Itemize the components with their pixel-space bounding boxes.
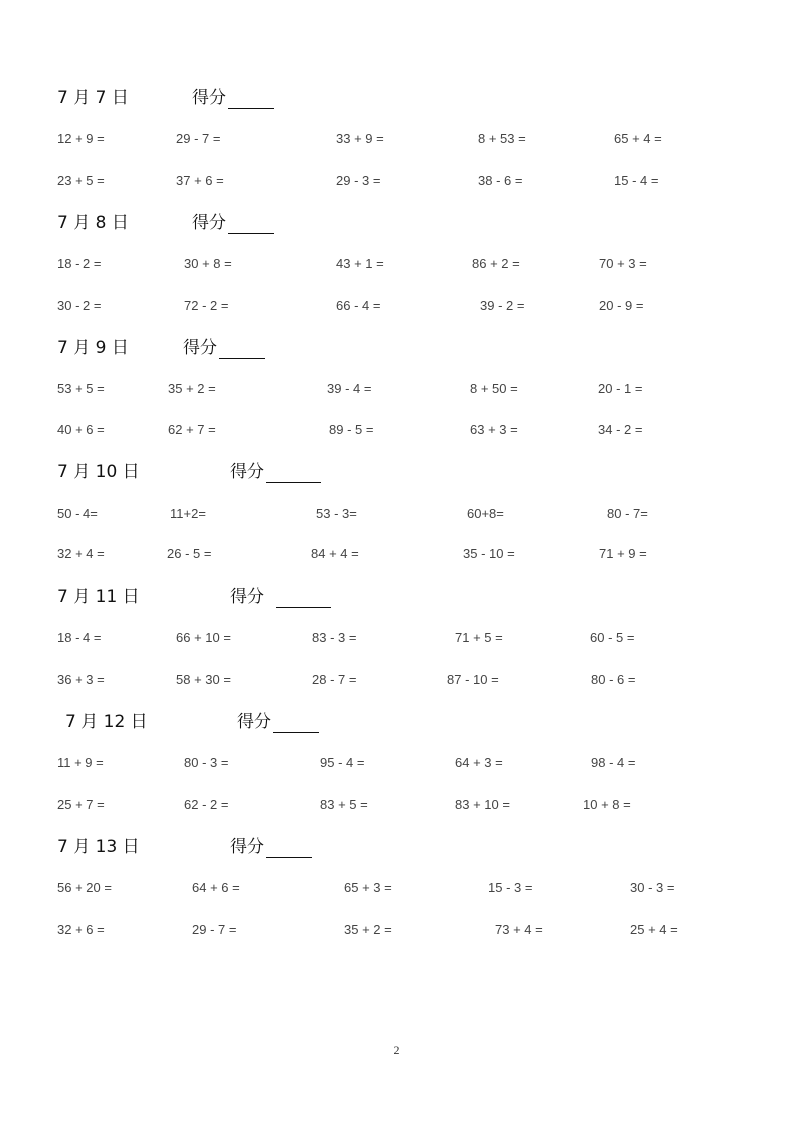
problem-row [0,380,793,400]
math-problem: 38 - 6 = [478,173,523,188]
math-problem: 84 + 4 = [311,546,359,561]
math-problem: 83 - 3 = [312,630,357,645]
problem-row [0,421,793,441]
math-problem: 26 - 5 = [167,546,212,561]
math-problem: 70 + 3 = [599,256,647,271]
math-problem: 30 - 3 = [630,880,675,895]
math-problem: 29 - 3 = [336,173,381,188]
math-problem: 23 + 5 = [57,173,105,188]
score-label: 得分 [183,338,217,358]
math-problem: 64 + 3 = [455,755,503,770]
day-header [57,586,757,614]
math-problem: 36 + 3 = [57,672,105,687]
score-blank[interactable] [228,90,274,109]
math-problem: 20 - 9 = [599,298,644,313]
math-problem: 72 - 2 = [184,298,229,313]
score-blank[interactable] [266,464,321,483]
math-problem: 15 - 4 = [614,173,659,188]
math-problem: 64 + 6 = [192,880,240,895]
math-problem: 25 + 7 = [57,797,105,812]
day-section [0,461,793,585]
math-problem: 39 - 2 = [480,298,525,313]
math-problem: 53 - 3= [316,506,357,521]
math-problem: 35 + 2 = [168,381,216,396]
math-problem: 29 - 7 = [192,922,237,937]
day-date: 7 月 7 日 [57,88,129,108]
score-label: 得分 [192,213,226,233]
score-label: 得分 [230,462,264,482]
math-problem: 50 - 4= [57,506,98,521]
math-problem: 83 + 5 = [320,797,368,812]
score-blank[interactable] [228,215,274,234]
math-problem: 71 + 9 = [599,546,647,561]
math-problem: 11+2= [170,506,206,521]
day-date: 7 月 12 日 [65,712,148,732]
math-problem: 71 + 5 = [455,630,503,645]
day-header [65,711,765,739]
day-date: 7 月 10 日 [57,462,140,482]
math-problem: 8 + 50 = [470,381,518,396]
math-problem: 11 + 9 = [57,755,104,770]
math-problem: 12 + 9 = [57,131,105,146]
math-problem: 73 + 4 = [495,922,543,937]
score-label: 得分 [237,712,271,732]
math-problem: 28 - 7 = [312,672,357,687]
math-problem: 60 - 5 = [590,630,635,645]
day-section [0,337,793,461]
score-blank[interactable] [219,340,265,359]
math-problem: 80 - 7= [607,506,648,521]
math-problem: 65 + 4 = [614,131,662,146]
math-problem: 65 + 3 = [344,880,392,895]
score-field [230,836,312,858]
math-problem: 30 + 8 = [184,256,232,271]
problem-row [0,629,793,649]
problem-row [0,671,793,691]
score-label: 得分 [230,587,264,607]
score-field [192,87,274,109]
problem-row [0,754,793,774]
math-problem: 39 - 4 = [327,381,372,396]
math-problem: 10 + 8 = [583,797,631,812]
math-problem: 43 + 1 = [336,256,384,271]
score-blank[interactable] [276,589,331,608]
math-problem: 60+8= [467,506,504,521]
score-field [230,461,321,483]
day-section [0,212,793,336]
problem-row [0,172,793,192]
math-problem: 32 + 6 = [57,922,105,937]
day-header [57,87,757,115]
problem-row [0,505,793,525]
math-problem: 8 + 53 = [478,131,526,146]
day-date: 7 月 8 日 [57,213,129,233]
math-problem: 87 - 10 = [447,672,499,687]
problem-row [0,130,793,150]
score-label: 得分 [230,837,264,857]
day-header [57,212,757,240]
math-problem: 33 + 9 = [336,131,384,146]
math-problem: 25 + 4 = [630,922,678,937]
math-problem: 80 - 6 = [591,672,636,687]
score-field [183,337,265,359]
math-problem: 32 + 4 = [57,546,105,561]
day-date: 7 月 11 日 [57,587,140,607]
day-section [0,87,793,211]
page-number: 2 [393,1043,400,1057]
math-problem: 15 - 3 = [488,880,533,895]
score-field [230,586,331,608]
day-date: 7 月 9 日 [57,338,129,358]
math-problem: 20 - 1 = [598,381,643,396]
score-field [237,711,319,733]
day-section [0,711,793,835]
score-blank[interactable] [273,714,319,733]
math-problem: 35 + 2 = [344,922,392,937]
math-problem: 18 - 4 = [57,630,102,645]
math-problem: 29 - 7 = [176,131,221,146]
math-problem: 58 + 30 = [176,672,231,687]
score-field [192,212,274,234]
math-problem: 63 + 3 = [470,422,518,437]
math-problem: 53 + 5 = [57,381,105,396]
problem-row [0,921,793,941]
problem-row [0,255,793,275]
problem-row [0,545,793,565]
math-problem: 40 + 6 = [57,422,105,437]
math-problem: 66 - 4 = [336,298,381,313]
math-problem: 34 - 2 = [598,422,643,437]
math-problem: 66 + 10 = [176,630,231,645]
math-problem: 62 + 7 = [168,422,216,437]
math-problem: 30 - 2 = [57,298,102,313]
problem-row [0,879,793,899]
math-problem: 86 + 2 = [472,256,520,271]
day-section [0,586,793,710]
math-problem: 89 - 5 = [329,422,374,437]
math-problem: 98 - 4 = [591,755,636,770]
math-problem: 62 - 2 = [184,797,229,812]
day-section [0,836,793,960]
score-label: 得分 [192,88,226,108]
day-header [57,461,757,489]
day-header [57,836,757,864]
day-header [57,337,757,365]
math-problem: 37 + 6 = [176,173,224,188]
score-blank[interactable] [266,839,312,858]
math-problem: 80 - 3 = [184,755,229,770]
day-date: 7 月 13 日 [57,837,140,857]
problem-row [0,297,793,317]
math-problem: 95 - 4 = [320,755,365,770]
math-problem: 18 - 2 = [57,256,102,271]
math-problem: 56 + 20 = [57,880,112,895]
math-problem: 35 - 10 = [463,546,515,561]
math-problem: 83 + 10 = [455,797,510,812]
problem-row [0,796,793,816]
